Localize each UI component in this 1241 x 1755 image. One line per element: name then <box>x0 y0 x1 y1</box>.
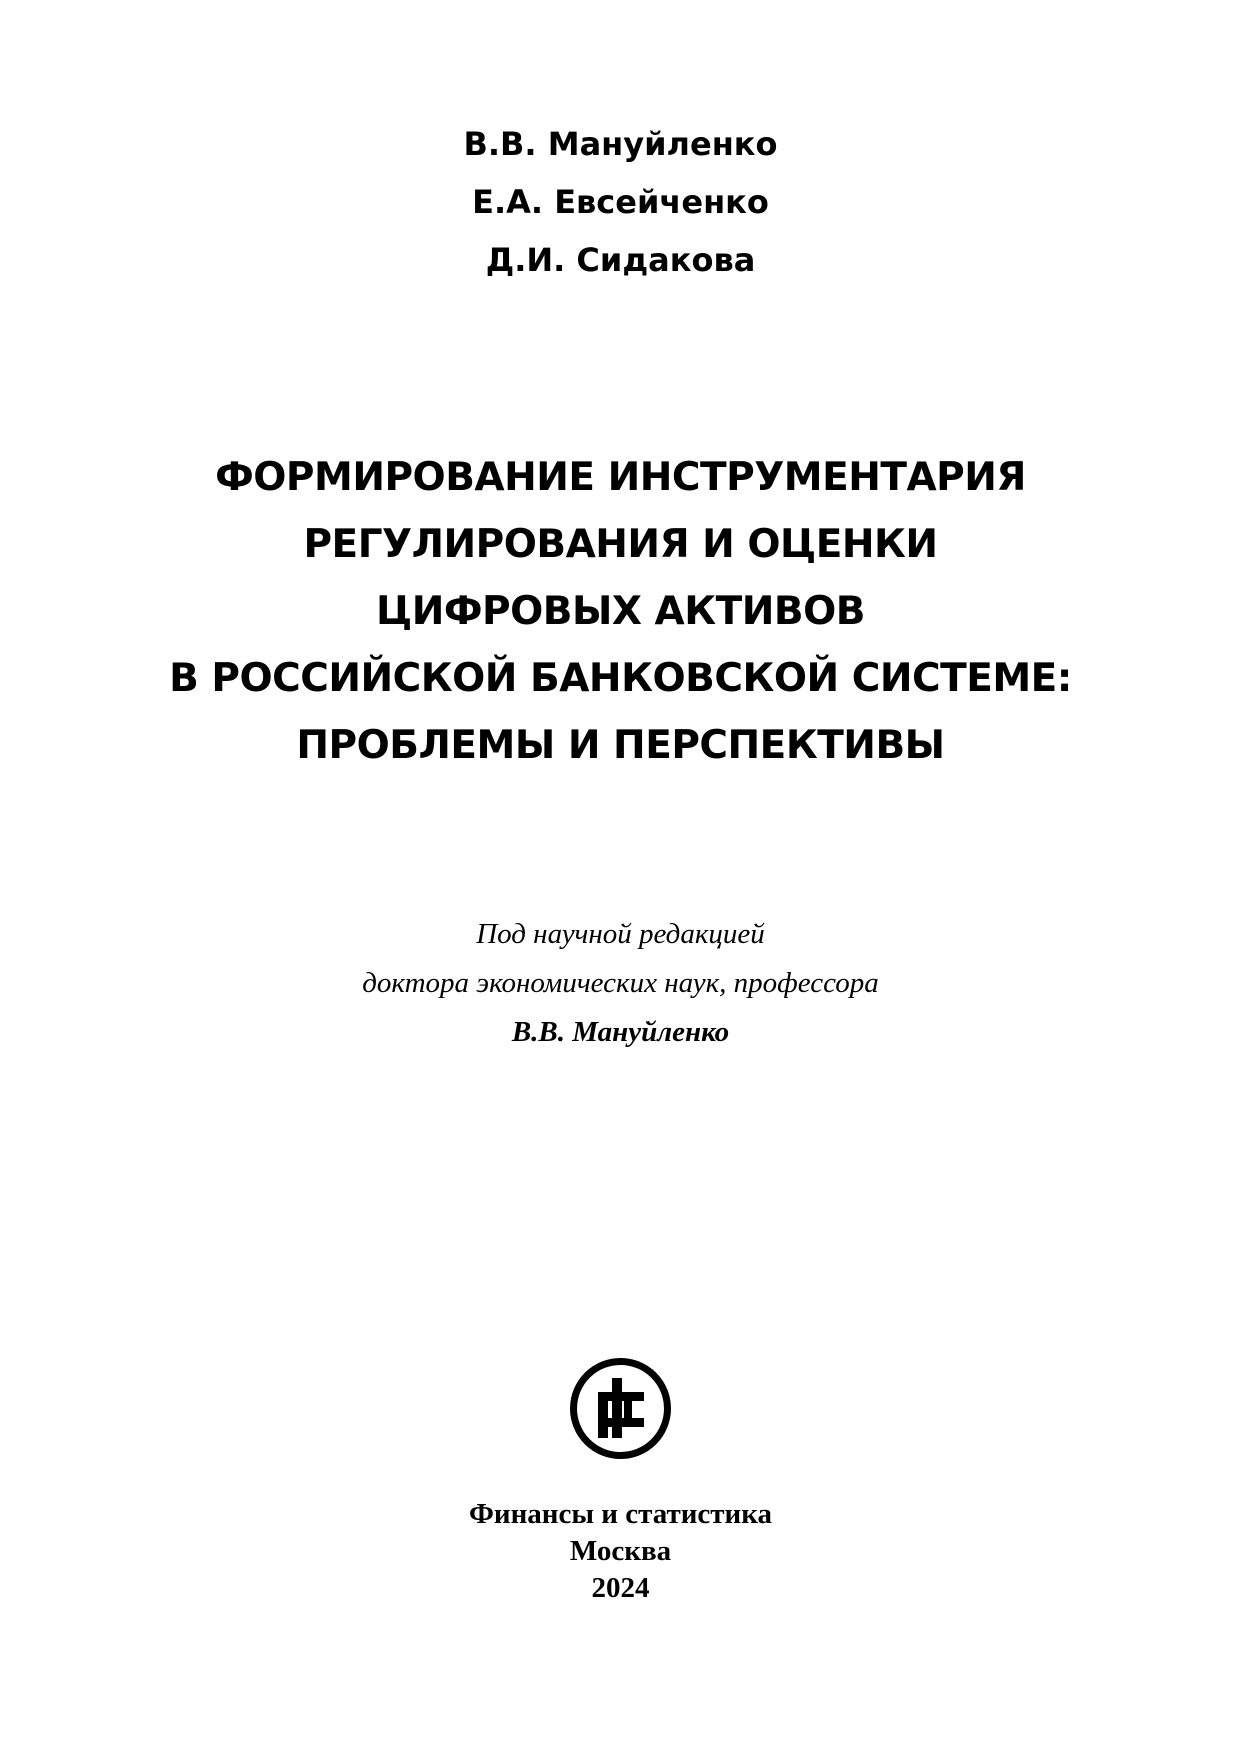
title-line: ПРОБЛЕМЫ И ПЕРСПЕКТИВЫ <box>296 723 945 768</box>
editor-caption: Под научной редакцией <box>476 918 765 950</box>
author-name: В.В. Мануйленко <box>463 125 778 163</box>
title-line: ФОРМИРОВАНИЕ ИНСТРУМЕНТАРИЯ <box>215 455 1026 500</box>
title-line: РЕГУЛИРОВАНИЯ И ОЦЕНКИ <box>303 522 938 567</box>
editor-credentials: доктора экономических наук, профессора <box>362 967 879 999</box>
publisher-name: Финансы и статистика <box>468 1498 773 1530</box>
editor-name: В.В. Мануйленко <box>511 1016 730 1048</box>
editor-block <box>0 910 1241 1057</box>
publisher-logo-fs-icon <box>568 1356 673 1461</box>
authors-block <box>0 115 1241 289</box>
publisher-block <box>0 1496 1241 1607</box>
publisher-city: Москва <box>569 1535 672 1567</box>
publication-year: 2024 <box>591 1572 650 1604</box>
book-title <box>0 444 1241 779</box>
author-name: Д.И. Сидакова <box>485 241 756 279</box>
author-name: Е.А. Евсейченко <box>472 183 769 221</box>
title-line: ЦИФРОВЫХ АКТИВОВ <box>376 589 865 634</box>
title-line: В РОССИЙСКОЙ БАНКОВСКОЙ СИСТЕМЕ: <box>169 656 1072 701</box>
